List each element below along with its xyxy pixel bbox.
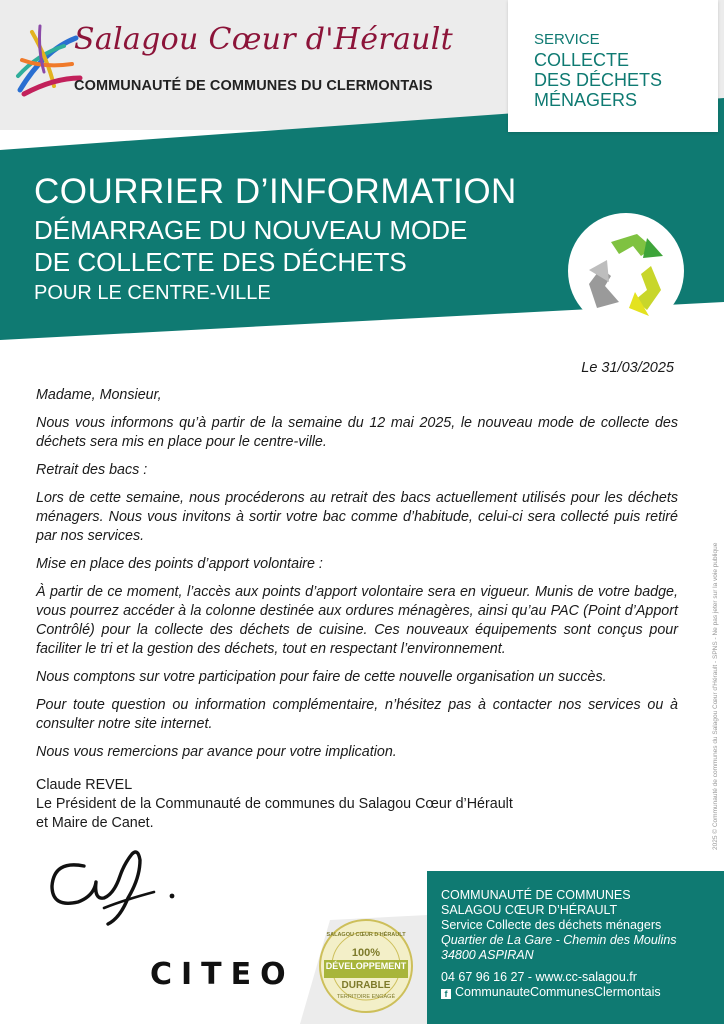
subtitle-line-2: DE COLLECTE DES DÉCHETS	[34, 247, 407, 277]
contact-address-2: 34800 ASPIRAN	[441, 948, 534, 962]
signatory-name: Claude REVEL	[36, 777, 133, 793]
badge-bottom-text: TERRITOIRE ENGAGÉ	[336, 994, 396, 1000]
paragraph-intro: Nous vous informons qu’à partir de la semaine du 12 mai 2025, le nouveau mode de collecte des déchets sera mis en place pour le centre-ville.	[36, 415, 678, 450]
paragraph-questions: Pour toute question ou information complémentaire, n’hésitez pas à contacter nos services ou à consulter notre site internet.	[36, 697, 678, 732]
service-line-3: DES DÉCHETS	[534, 70, 663, 90]
badge-top-text: SALAGOU CŒUR D'HÉRAULT	[326, 932, 406, 938]
paragraph-bin-removal: Lors de cette semaine, nous procéderons au retrait des bacs actuellement utilisés pour les déchets ménagers. Nous vous invitons à sortir votre bac comme d’habitude, celui-ci sera collecté puis retiré par nos services.	[36, 490, 678, 544]
contact-block	[427, 871, 724, 1024]
subtitle-line-1: DÉMARRAGE DU NOUVEAU MODE	[34, 215, 468, 245]
paragraph-participation: Nous comptons sur votre participation pour faire de cette nouvelle organisation un succès.	[36, 669, 607, 685]
badge-main-2: DURABLE	[341, 980, 391, 991]
service-line-1: SERVICE	[534, 31, 600, 48]
recycle-icon	[567, 212, 685, 330]
contact-org-1: COMMUNAUTÉ DE COMMUNES	[441, 888, 631, 902]
heading-drop-points: Mise en place des points d’apport volontaire :	[36, 556, 323, 572]
badge-main-1: DÉVELOPPEMENT	[325, 961, 407, 971]
contact-address-1: Quartier de La Gare - Chemin des Moulins	[441, 933, 677, 947]
contact-facebook-row[interactable]	[441, 985, 677, 1000]
paragraph-thanks: Nous vous remercions par avance pour votre implication.	[36, 744, 397, 760]
signatory-role-2: et Maire de Canet.	[36, 815, 154, 831]
service-line-4: MÉNAGERS	[534, 90, 638, 110]
brand-subtitle: COMMUNAUTÉ DE COMMUNES DU CLERMONTAIS	[74, 78, 433, 94]
contact-facebook[interactable]: CommunauteCommunesClermontais	[455, 985, 661, 999]
vertical-legal-note	[706, 542, 719, 850]
signatory-block	[36, 776, 513, 833]
vertical-legal-text: 2025 © Communauté de communes du Salagou Cœur d'Hérault - SPNS - Ne pas jeter sur la voie publique	[712, 542, 719, 850]
contact-phone-web[interactable]: 04 67 96 16 27 - www.cc-salagou.fr	[441, 970, 637, 984]
letter-body	[36, 386, 678, 771]
citeo-logo-text: CITEO	[150, 957, 295, 992]
subtitle-line-3: POUR LE CENTRE-VILLE	[34, 282, 271, 304]
contact-service: Service Collecte des déchets ménagers	[441, 918, 662, 932]
contact-org-2: SALAGOU CŒUR D’HÉRAULT	[441, 903, 618, 917]
badge-percent: 100%	[351, 947, 381, 959]
paragraph-drop-points: À partir de ce moment, l’accès aux points d’apport volontaire sera en vigueur. Munis de votre badge, vous pourrez accéder à la colonne destinée aux ordures ménagères, ainsi qu’au PAC (Point d’Apport Contrôlé) pour la collecte des déchets de cuisine. Ces nouveaux équipements sont conçus pour faciliter le tri et la gestion des déchets, tout en respectant l’environnement.	[36, 584, 678, 657]
heading-bin-removal: Retrait des bacs :	[36, 462, 148, 478]
facebook-icon: f	[441, 989, 451, 999]
handwritten-signature	[44, 838, 194, 934]
service-line-2: COLLECTE	[534, 50, 630, 70]
brand-logo-text: Salagou Cœur d'Hérault	[74, 22, 454, 57]
subtitle-block	[34, 214, 467, 278]
salutation: Madame, Monsieur,	[36, 387, 162, 403]
signatory-role: Le Président de la Communauté de communes du Salagou Cœur d’Hérault	[36, 796, 513, 812]
sustainability-badge	[318, 918, 414, 1014]
service-label-box	[508, 0, 718, 132]
citeo-logo	[150, 957, 295, 992]
letter-date: Le 31/03/2025	[581, 360, 674, 376]
page-title: COURRIER D’INFORMATION	[34, 172, 517, 211]
